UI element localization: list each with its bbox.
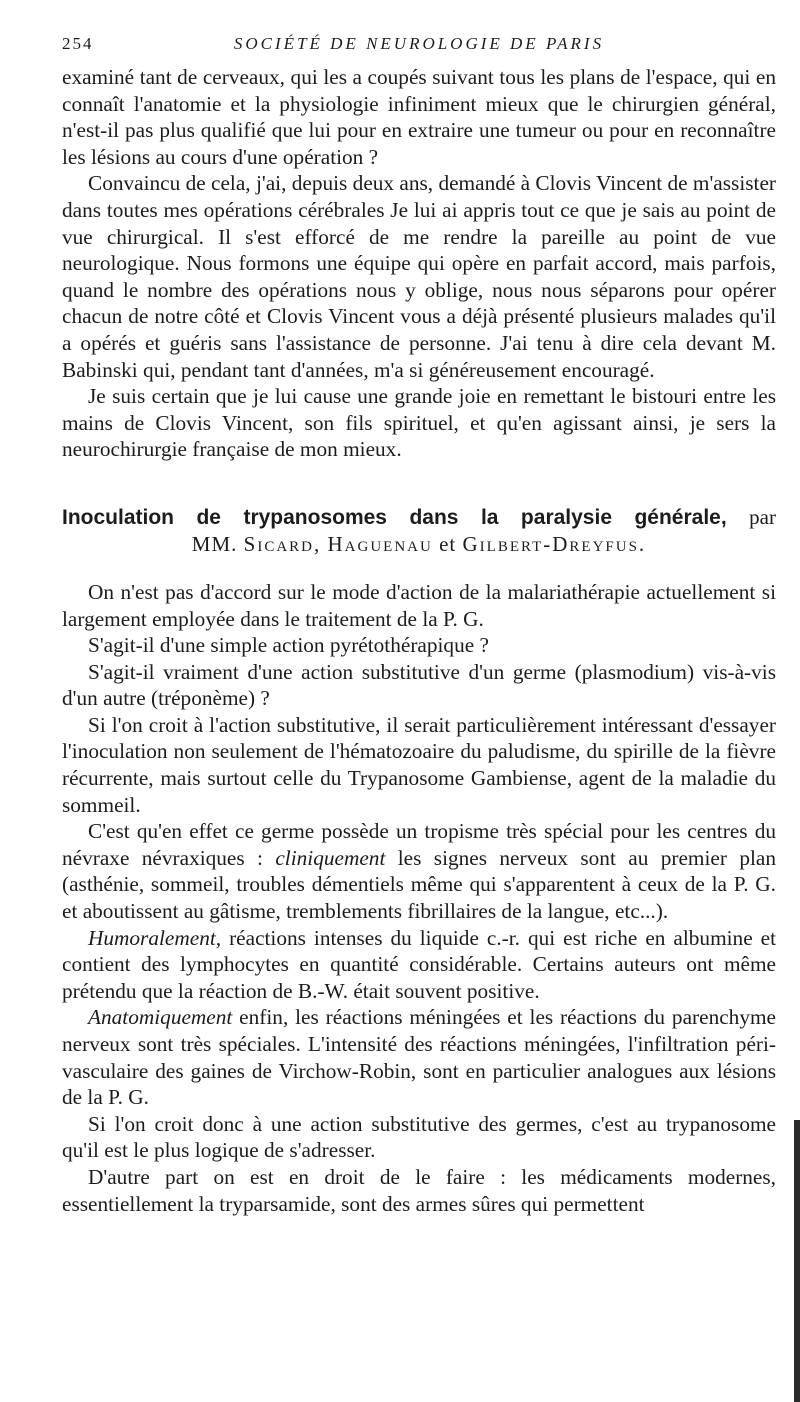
article-title — [62, 504, 776, 531]
body-paragraph-3: S'agit-il vraiment d'une action substitutive d'un germe (plasmodium) vis-à-vis d'un autre (tréponème) ? — [62, 659, 776, 711]
body-p6-emphasis: Humoralement, — [88, 925, 222, 950]
body-p7-end: enfin, les réactions méningées et les réactions du parenchyme nerveux sont très spéciales. L'intensité des réactions méningées, l'infiltration péri-vasculaire des gaines de Virchow-Robin, sont en particulier analogues aux lésions de la P. G. — [62, 1005, 776, 1110]
body-paragraph-7 — [62, 1004, 776, 1110]
body-p5-start: C'est qu'en effet ce germe possède un tropisme très spécial pour les centres du névraxe névraxiques : — [62, 819, 776, 870]
authors-conjunction: et — [439, 531, 457, 556]
body-paragraph-6 — [62, 925, 776, 1005]
intro-paragraph-2: Convaincu de cela, j'ai, depuis deux ans, demandé à Clovis Vincent de m'assister dans toutes mes opérations cérébrales Je lui ai appris tout ce que je sais au point de vue chirurgical. Il s'est efforcé de me rendre la pareille au point de vue neurologique. Nous formons une équipe qui opère en parfait accord, mais parfois, quand le nombre des opérations nous y oblige, nous nous séparons pour opérer chacun de notre côté et Clovis Vincent vous a déjà présenté plusieurs malades qu'il a opérés et guéris sans l'assistance de personne. J'ai tenu à dire cela devant M. Babinski qui, pendant tant d'années, m'a si généreusement encouragé. — [62, 171, 776, 382]
body-p5-emphasis: cliniquement — [275, 845, 386, 870]
body-paragraph-9: D'autre part on est en droit de le faire : les médicaments modernes, essentiellement la tryparsamide, sont des armes sûres qui permettent — [62, 1164, 776, 1216]
body-paragraph-4: Si l'on croit à l'action substitutive, il serait particulièrement intéressant d'essayer l'inoculation non seulement de l'hématozoaire du paludisme, du spirille de la fièvre récurrente, mais surtout celle du Trypanosome Gambiense, agent de la maladie du sommeil. — [62, 712, 776, 817]
article-heading — [62, 504, 776, 558]
running-header — [62, 34, 776, 64]
intro-paragraph-3: Je suis certain que je lui cause une grande joie en remettant le bistouri entre les mains de Clovis Vincent, son fils spirituel, et qu'en agissant ainsi, je sers la neurochirurgie française de mon mieux. — [62, 384, 776, 462]
author-gilbert-dreyfus: Gilbert-Dreyfus. — [462, 531, 647, 556]
body-paragraph-2: S'agit-il d'une simple action pyrétothérapique ? — [88, 633, 489, 658]
authors-prefix: MM. — [191, 531, 238, 556]
article-title-par: par — [749, 504, 776, 529]
body-paragraph-5 — [62, 818, 776, 924]
body-p7-emphasis: Anatomiquement — [88, 1005, 233, 1030]
body-p6-end: réactions intenses du liquide c.-r. qui est riche en albumine et contient des lymphocytes en quantité considérable. Certains auteurs ont même prétendu que la réaction de B.-W. était souvent positive. — [62, 925, 776, 1003]
author-sicard: Sicard, — [243, 531, 322, 556]
body-p5-end: les signes nerveux sont au premier plan (asthénie, sommeil, troubles démentiels même qui s'apparentent à ceux de la P. G. et aboutissent au gâtisme, tremblements fibrillaires de la langue, etc...). — [62, 845, 777, 924]
page — [62, 34, 776, 1217]
intro-paragraph-1: examiné tant de cerveaux, qui les a coupés suivant tous les plans de l'espace, qui en connaît l'anatomie et la physiologie infiniment mieux que le chirurgien général, n'est-il pas plus qualifié que lui pour en extraire une tumeur ou pour en reconnaître les lésions au cours d'une opération ? — [62, 65, 776, 169]
scan-edge-shadow — [794, 1120, 800, 1402]
article-authors — [62, 531, 776, 558]
body-paragraph-8: Si l'on croit donc à une action substitutive des germes, c'est au trypanosome qu'il est le plus logique de s'adresser. — [62, 1111, 776, 1163]
page-number: 254 — [62, 34, 94, 53]
body-paragraph-1: On n'est pas d'accord sur le mode d'action de la malariathérapie actuellement si largement employée dans le traitement de la P. G. — [62, 579, 776, 631]
article-title-text: Inoculation de trypanosomes dans la paralysie générale, — [62, 505, 727, 529]
author-haguenau: Haguenau — [327, 531, 433, 556]
journal-title: SOCIÉTÉ DE NEUROLOGIE DE PARIS — [233, 34, 605, 53]
